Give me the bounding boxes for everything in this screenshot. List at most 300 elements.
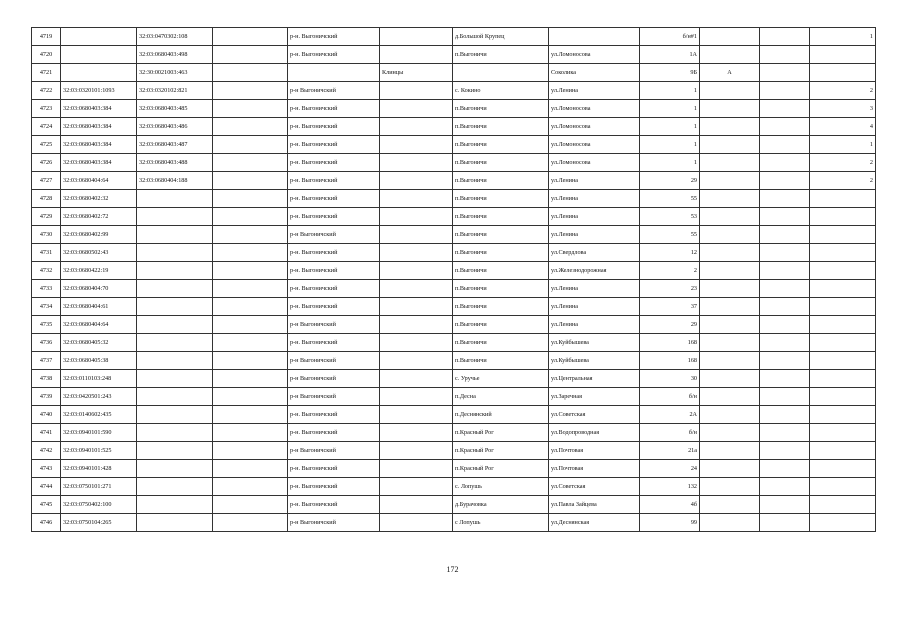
house-number-cell: 1 xyxy=(640,118,700,136)
district-cell: р-н. Выгоничский xyxy=(288,172,380,190)
blank-cell-cell xyxy=(213,406,288,424)
building-cell xyxy=(700,280,760,298)
cadastral-number-cell xyxy=(137,226,213,244)
district-cell: р-н. Выгоничский xyxy=(288,262,380,280)
apartment-cell xyxy=(760,298,810,316)
row-number-cell: 4732 xyxy=(32,262,61,280)
building-cell xyxy=(700,82,760,100)
cadastral-number-parent-cell xyxy=(61,64,137,82)
row-number-cell: 4739 xyxy=(32,388,61,406)
blank-cell-cell xyxy=(213,316,288,334)
building-cell xyxy=(700,190,760,208)
cadastral-number-parent-cell xyxy=(61,46,137,64)
locality-cell: п.Выгоничи xyxy=(453,298,549,316)
table-row xyxy=(32,190,876,208)
room-cell xyxy=(810,64,876,82)
row-number-cell: 4721 xyxy=(32,64,61,82)
cadastral-number-cell xyxy=(137,190,213,208)
apartment-cell xyxy=(760,316,810,334)
room-cell xyxy=(810,424,876,442)
table-row xyxy=(32,406,876,424)
cadastral-number-parent-cell: 32:03:0680402:32 xyxy=(61,190,137,208)
street-cell: ул.Ленина xyxy=(549,316,640,334)
street-cell: ул.Ломоносова xyxy=(549,100,640,118)
cadastral-number-cell xyxy=(137,316,213,334)
blank-cell-cell xyxy=(213,334,288,352)
cadastral-number-cell: 32:03:0680403:487 xyxy=(137,136,213,154)
cadastral-number-parent-cell: 32:03:0680502:43 xyxy=(61,244,137,262)
table-row xyxy=(32,82,876,100)
row-number-cell: 4727 xyxy=(32,172,61,190)
house-number-cell: 1 xyxy=(640,100,700,118)
apartment-cell xyxy=(760,172,810,190)
row-number-cell: 4740 xyxy=(32,406,61,424)
cadastral-number-cell: 32:03:0680404:188 xyxy=(137,172,213,190)
cadastral-number-parent-cell: 32:03:0420501:243 xyxy=(61,388,137,406)
locality-cell: с Лопушь xyxy=(453,514,549,532)
table-body xyxy=(32,28,876,532)
cadastral-number-parent-cell: 32:03:0680422:19 xyxy=(61,262,137,280)
cadastral-number-cell: 32:03:0680403:485 xyxy=(137,100,213,118)
room-cell: 1 xyxy=(810,136,876,154)
apartment-cell xyxy=(760,352,810,370)
apartment-cell xyxy=(760,442,810,460)
room-cell xyxy=(810,316,876,334)
district-cell: р-н Выгоничский xyxy=(288,388,380,406)
house-number-cell: 4б xyxy=(640,496,700,514)
city-cell xyxy=(380,226,453,244)
cadastral-number-parent-cell: 32:03:0940101:590 xyxy=(61,424,137,442)
cadastral-number-parent-cell: 32:03:0320101:1093 xyxy=(61,82,137,100)
house-number-cell: 168 xyxy=(640,334,700,352)
blank-cell-cell xyxy=(213,478,288,496)
room-cell xyxy=(810,244,876,262)
blank-cell-cell xyxy=(213,388,288,406)
apartment-cell xyxy=(760,388,810,406)
row-number-cell: 4737 xyxy=(32,352,61,370)
blank-cell-cell xyxy=(213,226,288,244)
locality-cell: п.Выгоничи xyxy=(453,352,549,370)
district-cell: р-н. Выгоничский xyxy=(288,154,380,172)
building-cell xyxy=(700,334,760,352)
row-number-cell: 4743 xyxy=(32,460,61,478)
cadastral-number-cell: 32:03:0680403:486 xyxy=(137,118,213,136)
row-number-cell: 4722 xyxy=(32,82,61,100)
apartment-cell xyxy=(760,190,810,208)
row-number-cell: 4734 xyxy=(32,298,61,316)
table-row xyxy=(32,28,876,46)
building-cell xyxy=(700,226,760,244)
room-cell xyxy=(810,442,876,460)
street-cell: ул.Ломоносова xyxy=(549,154,640,172)
cadastral-number-cell: 32:30:0021003:463 xyxy=(137,64,213,82)
city-cell xyxy=(380,172,453,190)
cadastral-number-cell xyxy=(137,244,213,262)
cadastral-number-parent-cell: 32:03:0750101:271 xyxy=(61,478,137,496)
row-number-cell: 4744 xyxy=(32,478,61,496)
locality-cell: с. Кокино xyxy=(453,82,549,100)
row-number-cell: 4725 xyxy=(32,136,61,154)
table-row xyxy=(32,352,876,370)
row-number-cell: 4738 xyxy=(32,370,61,388)
table-row xyxy=(32,262,876,280)
locality-cell: п.Красный Рог xyxy=(453,424,549,442)
table-row xyxy=(32,334,876,352)
street-cell: ул.Куйбышева xyxy=(549,334,640,352)
street-cell: ул.Павла Зайцева xyxy=(549,496,640,514)
street-cell: ул.Водопроводная xyxy=(549,424,640,442)
house-number-cell: 30 xyxy=(640,370,700,388)
building-cell xyxy=(700,172,760,190)
apartment-cell xyxy=(760,406,810,424)
locality-cell: п.Деснянский xyxy=(453,406,549,424)
apartment-cell xyxy=(760,334,810,352)
room-cell xyxy=(810,406,876,424)
table-row xyxy=(32,514,876,532)
building-cell xyxy=(700,388,760,406)
blank-cell-cell xyxy=(213,442,288,460)
cadastral-number-parent-cell: 32:03:0680405:38 xyxy=(61,352,137,370)
house-number-cell: б/н#1 xyxy=(640,28,700,46)
apartment-cell xyxy=(760,424,810,442)
cadastral-number-cell xyxy=(137,496,213,514)
apartment-cell xyxy=(760,82,810,100)
cadastral-number-parent-cell: 32:03:0940101:525 xyxy=(61,442,137,460)
city-cell: Клинцы xyxy=(380,64,453,82)
apartment-cell xyxy=(760,244,810,262)
cadastral-number-cell xyxy=(137,298,213,316)
house-number-cell: 29 xyxy=(640,172,700,190)
street-cell: ул.Железнодорожная xyxy=(549,262,640,280)
cadastral-number-cell: 32:03:0320102:821 xyxy=(137,82,213,100)
district-cell xyxy=(288,64,380,82)
cadastral-number-cell xyxy=(137,208,213,226)
locality-cell: п.Выгоничи xyxy=(453,190,549,208)
city-cell xyxy=(380,28,453,46)
cadastral-number-parent-cell: 32:03:0680404:64 xyxy=(61,316,137,334)
cadastral-number-cell: 32:03:0680403:488 xyxy=(137,154,213,172)
blank-cell-cell xyxy=(213,190,288,208)
cadastral-number-parent-cell: 32:03:0750104:265 xyxy=(61,514,137,532)
house-number-cell: 132 xyxy=(640,478,700,496)
cadastral-number-parent-cell: 32:03:0940101:428 xyxy=(61,460,137,478)
city-cell xyxy=(380,298,453,316)
building-cell xyxy=(700,406,760,424)
city-cell xyxy=(380,316,453,334)
district-cell: р-н. Выгоничский xyxy=(288,280,380,298)
district-cell: р-н Выгоничский xyxy=(288,442,380,460)
apartment-cell xyxy=(760,208,810,226)
table-row xyxy=(32,280,876,298)
cadastral-number-parent-cell: 32:03:0680404:64 xyxy=(61,172,137,190)
house-number-cell: 1А xyxy=(640,46,700,64)
building-cell xyxy=(700,298,760,316)
row-number-cell: 4719 xyxy=(32,28,61,46)
cadastral-number-parent-cell: 32:03:0680403:384 xyxy=(61,136,137,154)
cadastral-number-cell xyxy=(137,370,213,388)
room-cell xyxy=(810,190,876,208)
cadastral-number-parent-cell: 32:03:0680402:72 xyxy=(61,208,137,226)
room-cell xyxy=(810,46,876,64)
building-cell xyxy=(700,262,760,280)
district-cell: р-н Выгоничский xyxy=(288,316,380,334)
cadastral-number-parent-cell xyxy=(61,28,137,46)
cadastral-number-cell xyxy=(137,460,213,478)
room-cell: 4 xyxy=(810,118,876,136)
table-row xyxy=(32,46,876,64)
city-cell xyxy=(380,478,453,496)
room-cell xyxy=(810,208,876,226)
street-cell: ул.Советская xyxy=(549,406,640,424)
house-number-cell: б/н xyxy=(640,424,700,442)
building-cell xyxy=(700,118,760,136)
table-row xyxy=(32,208,876,226)
city-cell xyxy=(380,514,453,532)
table-row xyxy=(32,118,876,136)
district-cell: р-н. Выгоничский xyxy=(288,208,380,226)
locality-cell: п.Выгоничи xyxy=(453,118,549,136)
cadastral-number-parent-cell: 32:03:0680404:70 xyxy=(61,280,137,298)
table-row xyxy=(32,424,876,442)
apartment-cell xyxy=(760,262,810,280)
room-cell xyxy=(810,460,876,478)
street-cell: ул.Свердлова xyxy=(549,244,640,262)
blank-cell-cell xyxy=(213,172,288,190)
room-cell xyxy=(810,226,876,244)
locality-cell: п.Выгоничи xyxy=(453,136,549,154)
city-cell xyxy=(380,352,453,370)
blank-cell-cell xyxy=(213,64,288,82)
cadastral-number-cell xyxy=(137,424,213,442)
locality-cell: п.Выгоничи xyxy=(453,208,549,226)
row-number-cell: 4724 xyxy=(32,118,61,136)
room-cell xyxy=(810,388,876,406)
district-cell: р-н. Выгоничский xyxy=(288,460,380,478)
cadastral-number-cell xyxy=(137,280,213,298)
row-number-cell: 4733 xyxy=(32,280,61,298)
cadastral-number-cell xyxy=(137,352,213,370)
district-cell: р-н Выгоничский xyxy=(288,82,380,100)
blank-cell-cell xyxy=(213,424,288,442)
city-cell xyxy=(380,388,453,406)
building-cell xyxy=(700,352,760,370)
house-number-cell: 9Б xyxy=(640,64,700,82)
cadastral-number-cell: 32:03:0470302:108 xyxy=(137,28,213,46)
cadastral-number-cell xyxy=(137,388,213,406)
blank-cell-cell xyxy=(213,154,288,172)
district-cell: р-н Выгоничский xyxy=(288,352,380,370)
blank-cell-cell xyxy=(213,280,288,298)
row-number-cell: 4741 xyxy=(32,424,61,442)
row-number-cell: 4735 xyxy=(32,316,61,334)
building-cell xyxy=(700,442,760,460)
locality-cell: д.Бурачовка xyxy=(453,496,549,514)
locality-cell: п.Выгоничи xyxy=(453,46,549,64)
house-number-cell: 12 xyxy=(640,244,700,262)
locality-cell: п.Выгоничи xyxy=(453,154,549,172)
city-cell xyxy=(380,406,453,424)
city-cell xyxy=(380,424,453,442)
row-number-cell: 4726 xyxy=(32,154,61,172)
district-cell: р-н. Выгоничский xyxy=(288,190,380,208)
cadastral-number-parent-cell: 32:03:0110103:248 xyxy=(61,370,137,388)
cadastral-number-cell xyxy=(137,334,213,352)
city-cell xyxy=(380,118,453,136)
house-number-cell: 37 xyxy=(640,298,700,316)
apartment-cell xyxy=(760,478,810,496)
district-cell: р-н Выгоничский xyxy=(288,370,380,388)
street-cell: Соколика xyxy=(549,64,640,82)
street-cell: ул.Заречная xyxy=(549,388,640,406)
district-cell: р-н. Выгоничский xyxy=(288,46,380,64)
locality-cell xyxy=(453,64,549,82)
table-row xyxy=(32,370,876,388)
row-number-cell: 4729 xyxy=(32,208,61,226)
blank-cell-cell xyxy=(213,46,288,64)
apartment-cell xyxy=(760,226,810,244)
building-cell xyxy=(700,496,760,514)
district-cell: р-н. Выгоничский xyxy=(288,244,380,262)
district-cell: р-н. Выгоничский xyxy=(288,334,380,352)
building-cell xyxy=(700,154,760,172)
locality-cell: с. Уручье xyxy=(453,370,549,388)
district-cell: р-н. Выгоничский xyxy=(288,424,380,442)
room-cell xyxy=(810,298,876,316)
blank-cell-cell xyxy=(213,100,288,118)
house-number-cell: 1 xyxy=(640,154,700,172)
apartment-cell xyxy=(760,280,810,298)
cadastral-number-parent-cell: 32:03:0680402:99 xyxy=(61,226,137,244)
apartment-cell xyxy=(760,460,810,478)
cadastral-number-cell: 32:03:0680403:498 xyxy=(137,46,213,64)
locality-cell: п.Выгоничи xyxy=(453,100,549,118)
city-cell xyxy=(380,100,453,118)
blank-cell-cell xyxy=(213,460,288,478)
blank-cell-cell xyxy=(213,208,288,226)
room-cell xyxy=(810,514,876,532)
row-number-cell: 4742 xyxy=(32,442,61,460)
city-cell xyxy=(380,280,453,298)
city-cell xyxy=(380,244,453,262)
house-number-cell: 2А xyxy=(640,406,700,424)
building-cell xyxy=(700,478,760,496)
cadastral-number-parent-cell: 32:03:0750402:100 xyxy=(61,496,137,514)
locality-cell: п.Выгоничи xyxy=(453,226,549,244)
street-cell: ул.Ленина xyxy=(549,280,640,298)
locality-cell: п.Выгоничи xyxy=(453,262,549,280)
street-cell: ул.Куйбышева xyxy=(549,352,640,370)
page-number: 172 xyxy=(446,565,459,574)
table-row xyxy=(32,172,876,190)
table-row xyxy=(32,64,876,82)
table-row xyxy=(32,136,876,154)
city-cell xyxy=(380,82,453,100)
blank-cell-cell xyxy=(213,262,288,280)
cadastral-number-parent-cell: 32:03:0140602:435 xyxy=(61,406,137,424)
blank-cell-cell xyxy=(213,352,288,370)
table-row xyxy=(32,478,876,496)
building-cell: А xyxy=(700,64,760,82)
row-number-cell: 4728 xyxy=(32,190,61,208)
blank-cell-cell xyxy=(213,514,288,532)
room-cell: 2 xyxy=(810,82,876,100)
city-cell xyxy=(380,370,453,388)
building-cell xyxy=(700,100,760,118)
cadastral-number-parent-cell: 32:03:0680403:384 xyxy=(61,154,137,172)
building-cell xyxy=(700,514,760,532)
room-cell: 3 xyxy=(810,100,876,118)
house-number-cell: 99 xyxy=(640,514,700,532)
district-cell: р-н. Выгоничский xyxy=(288,496,380,514)
house-number-cell: 168 xyxy=(640,352,700,370)
building-cell xyxy=(700,136,760,154)
street-cell: ул.Ломоносова xyxy=(549,118,640,136)
house-number-cell: 53 xyxy=(640,208,700,226)
city-cell xyxy=(380,136,453,154)
house-number-cell: 24 xyxy=(640,460,700,478)
room-cell xyxy=(810,352,876,370)
cadastral-number-cell xyxy=(137,478,213,496)
city-cell xyxy=(380,442,453,460)
city-cell xyxy=(380,262,453,280)
room-cell: 2 xyxy=(810,172,876,190)
table-row xyxy=(32,496,876,514)
cadastral-number-parent-cell: 32:03:0680404:61 xyxy=(61,298,137,316)
house-number-cell: 55 xyxy=(640,226,700,244)
building-cell xyxy=(700,424,760,442)
room-cell xyxy=(810,334,876,352)
house-number-cell: 29 xyxy=(640,316,700,334)
room-cell xyxy=(810,370,876,388)
room-cell: 2 xyxy=(810,154,876,172)
building-cell xyxy=(700,46,760,64)
district-cell: р-н. Выгоничский xyxy=(288,100,380,118)
locality-cell: п.Красный Рог xyxy=(453,442,549,460)
locality-cell: п.Красный Рог xyxy=(453,460,549,478)
blank-cell-cell xyxy=(213,82,288,100)
district-cell: р-н. Выгоничский xyxy=(288,136,380,154)
district-cell: р-н Выгоничский xyxy=(288,226,380,244)
street-cell: ул.Ленина xyxy=(549,208,640,226)
house-number-cell: 23 xyxy=(640,280,700,298)
blank-cell-cell xyxy=(213,136,288,154)
cadastral-number-cell xyxy=(137,262,213,280)
city-cell xyxy=(380,334,453,352)
table-row xyxy=(32,244,876,262)
district-cell: р-н. Выгоничский xyxy=(288,118,380,136)
building-cell xyxy=(700,370,760,388)
street-cell: ул.Советская xyxy=(549,478,640,496)
street-cell: ул.Почтовая xyxy=(549,442,640,460)
locality-cell: п.Выгоничи xyxy=(453,172,549,190)
row-number-cell: 4731 xyxy=(32,244,61,262)
row-number-cell: 4723 xyxy=(32,100,61,118)
city-cell xyxy=(380,208,453,226)
apartment-cell xyxy=(760,370,810,388)
table-row xyxy=(32,298,876,316)
city-cell xyxy=(380,460,453,478)
blank-cell-cell xyxy=(213,496,288,514)
room-cell xyxy=(810,478,876,496)
city-cell xyxy=(380,496,453,514)
street-cell xyxy=(549,28,640,46)
building-cell xyxy=(700,316,760,334)
row-number-cell: 4730 xyxy=(32,226,61,244)
building-cell xyxy=(700,244,760,262)
street-cell: ул.Центральная xyxy=(549,370,640,388)
city-cell xyxy=(380,46,453,64)
table-row xyxy=(32,226,876,244)
